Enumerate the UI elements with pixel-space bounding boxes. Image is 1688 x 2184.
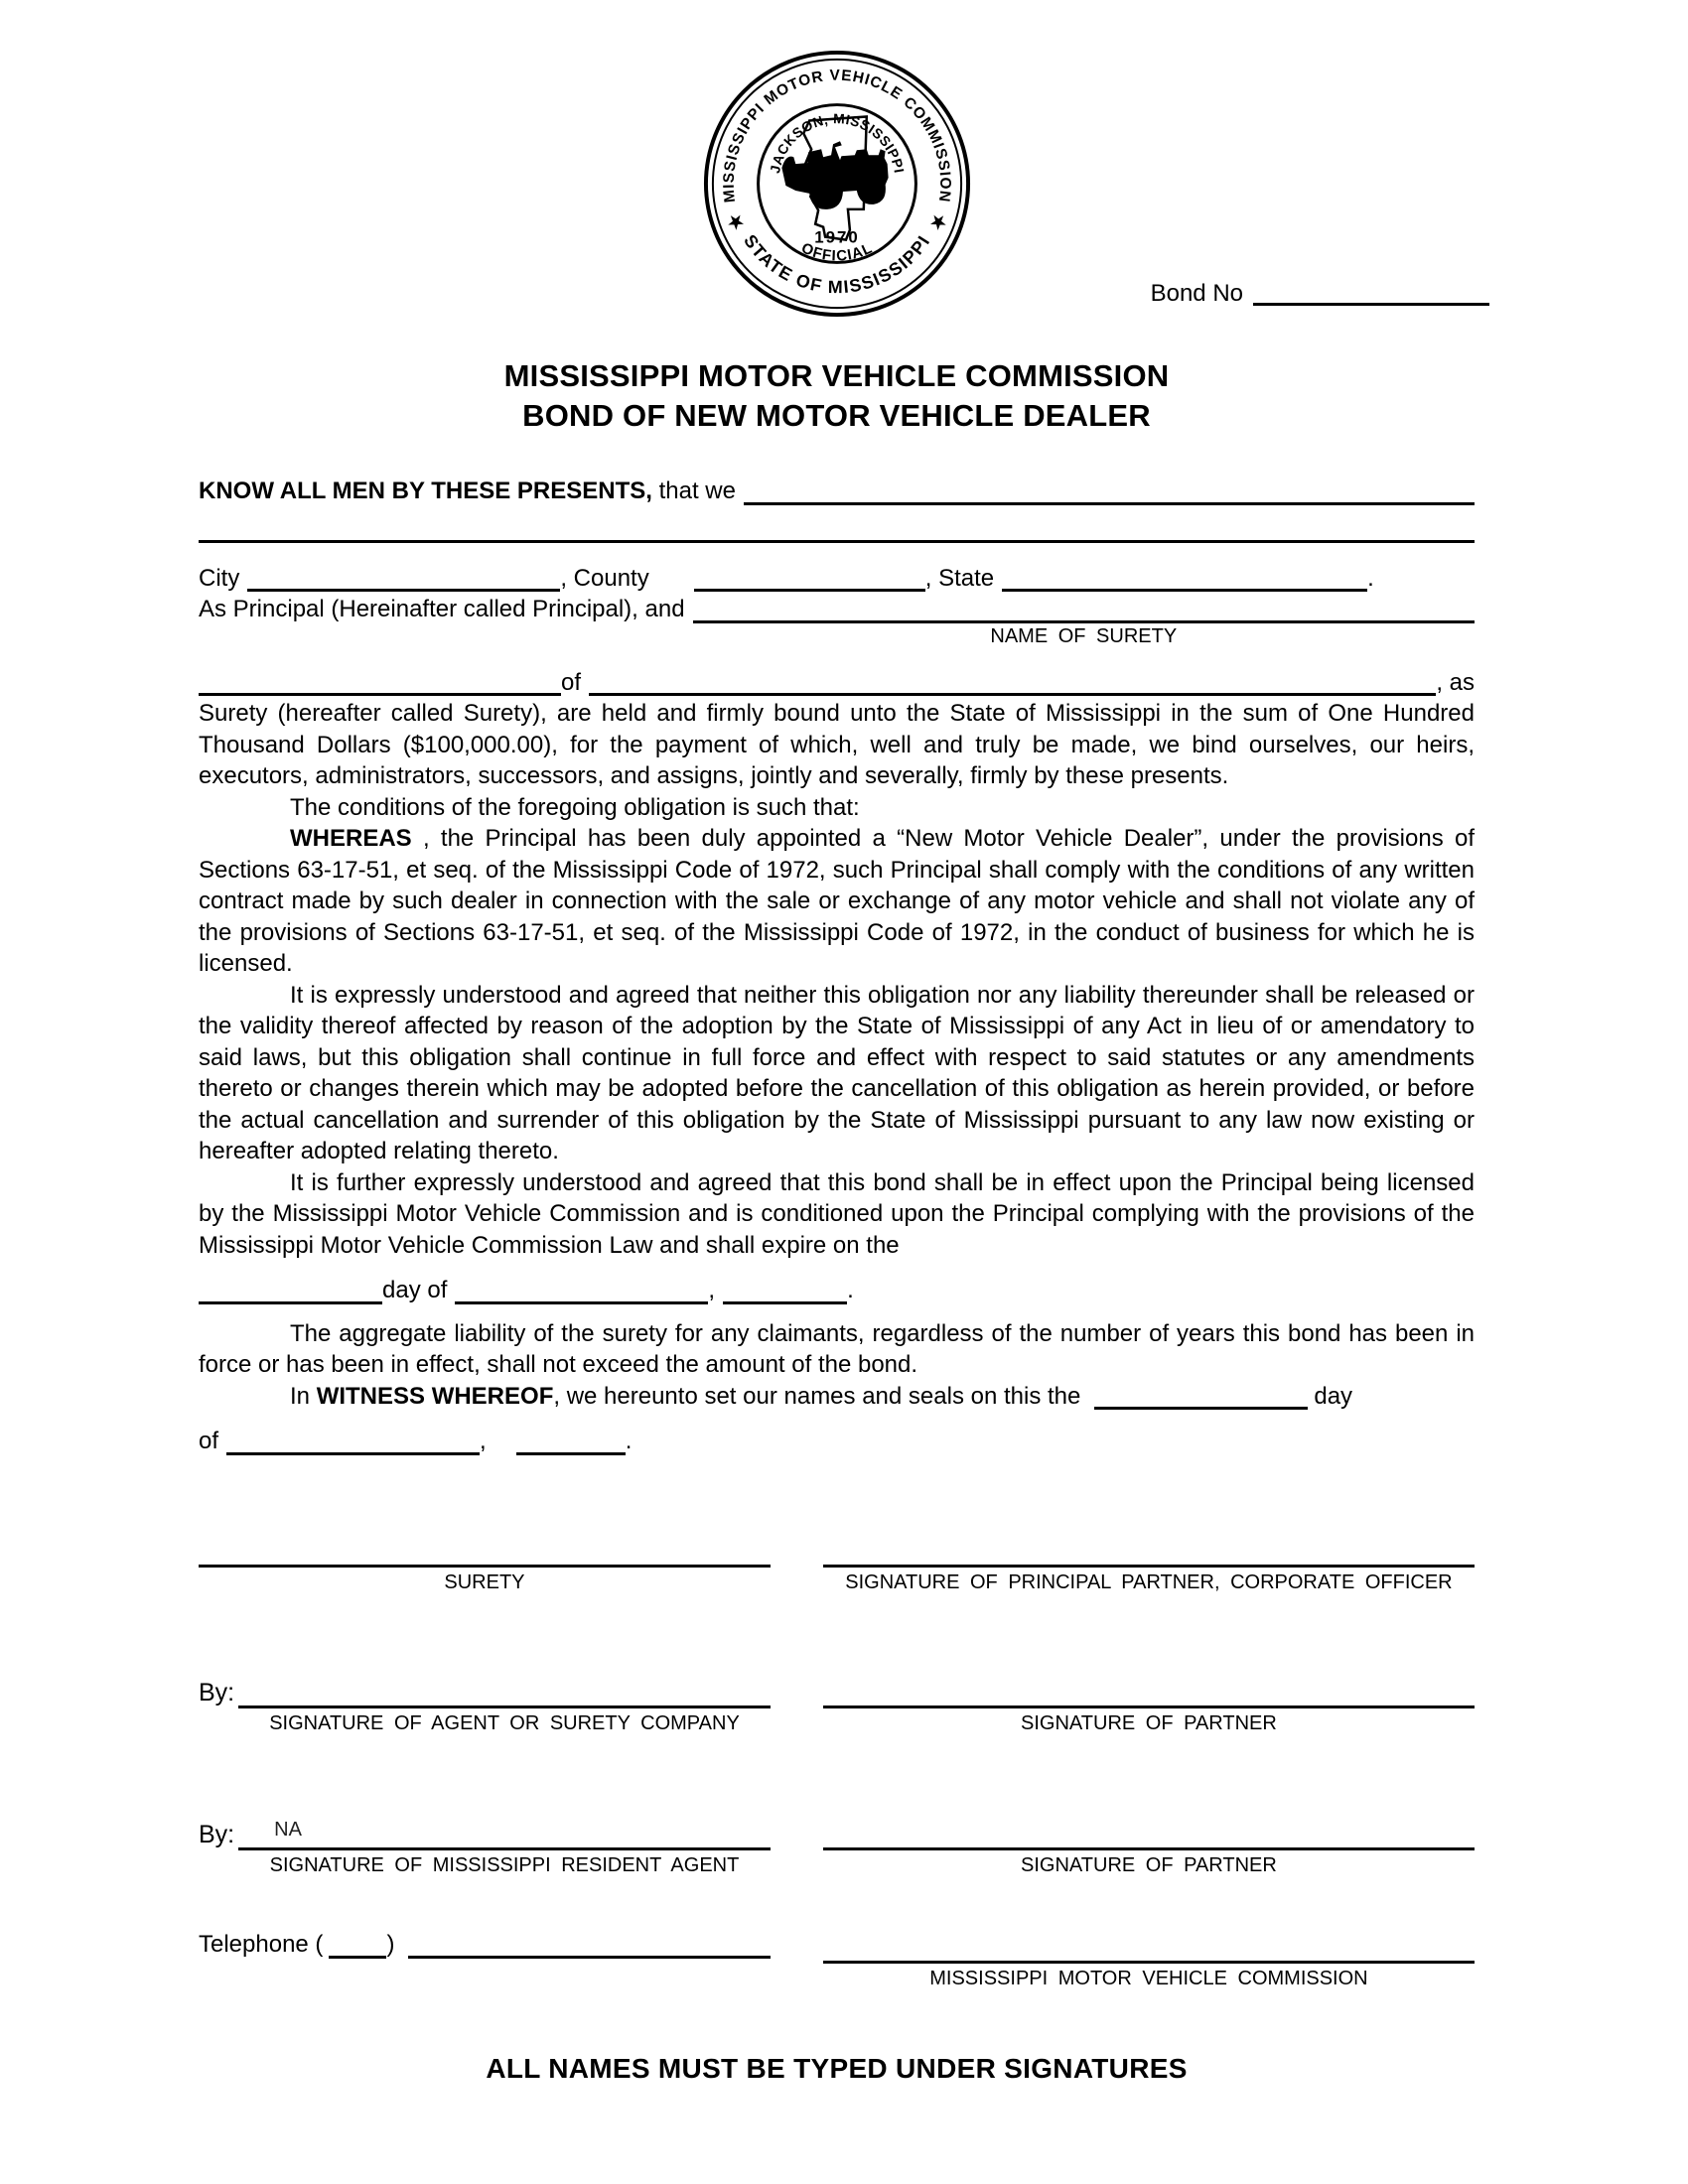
state-label: , State (924, 564, 995, 592)
seal-outer-top-text: MISSISSIPPI MOTOR VEHICLE COMMISSION (720, 67, 953, 205)
surety-name-field[interactable] (693, 620, 1475, 647)
agent-signature-caption: SIGNATURE OF AGENT OR SURETY COMPANY (269, 1711, 740, 1734)
by-label-resident-agent: By: (199, 1820, 235, 1848)
expire-period: . (847, 1277, 854, 1303)
seal-star-left-icon: ★ (723, 210, 748, 233)
commission-seal (699, 0, 975, 327)
seal-star-right-icon: ★ (925, 210, 950, 233)
witness-whereof-row: In WITNESS WHEREOF, we hereunto set our names and seals on this the day (199, 1381, 1475, 1413)
telephone-close-paren: ) (386, 1931, 395, 1958)
principal-officer-caption: SIGNATURE OF PRINCIPAL PARTNER, CORPORATE OFFICER (845, 1570, 1453, 1593)
expiration-date-row (199, 1275, 1475, 1306)
paragraph-expressly-understood: It is expressly understood and agreed that neither this obligation nor any liability thereunder shall be released or the validity thereof affected by reason of the adoption by the State of Mississippi of any Act in lieu of or amendatory to said laws, but this obligation shall continue in full force and effect with respect to said statutes or any amendments thereto or changes therein which may be adopted before the cancellation of this obligation as herein provided, or before the actual cancellation and surrender of this obligation by the State of Mississippi pursuant to any law now existing or hereafter adopted relating thereto. (199, 981, 1475, 1164)
principal-officer-signature-line[interactable] (823, 1531, 1475, 1568)
expire-day-of-label: day of (382, 1277, 448, 1303)
seal-inner-top-text: JACKSON, MISSISSIPPI (766, 110, 908, 175)
witness-day-label: day (1314, 1382, 1353, 1410)
surety-type-field[interactable] (199, 693, 561, 696)
telephone-number-field[interactable] (408, 1956, 770, 1959)
whereas-label: WHEREAS (290, 825, 412, 852)
expire-month-field[interactable] (455, 1301, 708, 1304)
by-label-agent: By: (199, 1678, 235, 1706)
county-field[interactable] (694, 589, 925, 592)
as-label: , as (1436, 668, 1475, 696)
expire-comma: , (708, 1277, 716, 1303)
paragraph-surety-bound: Surety (hereafter called Surety), are held and firmly bound unto the State of Mississippi in the sum of One Hundred Thousand Dollars ($100,000.00), for the payment of which, well and truly be made, we bind ourselves, our heirs, executors, administrators, successors, and assigns, jointly and severally, firmly by these presents. (199, 700, 1475, 789)
county-label: , County (560, 564, 649, 592)
partner-signature-line-2[interactable] (823, 1814, 1475, 1850)
of-label: of (561, 668, 582, 696)
typed-names-notice: ALL NAMES MUST BE TYPED UNDER SIGNATURES (486, 2052, 1188, 2084)
page-title (199, 356, 1475, 436)
bond-no-label: Bond No (1150, 280, 1243, 307)
paragraph-aggregate-liability: The aggregate liability of the surety for any claimants, regardless of the number of years this bond has been in force or has been in effect, shall not exceed the amount of the bond. (199, 1319, 1475, 1378)
partner-caption-1: SIGNATURE OF PARTNER (1021, 1711, 1277, 1734)
city-label: City (199, 564, 240, 592)
paragraph-further-understood: It is further expressly understood and agreed that this bond shall be in effect upon the Principal being licensed by the Mississippi Motor Vehicle Commission and is conditioned upon the Principal complying with the provisions of the Mississippi Motor Vehicle Commission Law and shall expire on the (199, 1168, 1475, 1259)
paragraph-whereas: WHEREAS , the Principal has been duly appointed a “New Motor Vehicle Dealer”, under the provisions of Sections 63-17-51, et seq. of the Mississippi Code of 1972, such Principal shall comply with the conditions of any written contract made by such dealer in connection with the sale or exchange of any motor vehicle and shall not violate any of the provisions of Sections 63-17-51, et seq. of the Mississippi Code of 1972, in the conduct of business for which he is licensed. (199, 825, 1475, 977)
city-field[interactable] (247, 589, 560, 592)
as-principal-label: As Principal (Hereinafter called Principal), and (199, 596, 685, 622)
witness-date-row (199, 1426, 1475, 1457)
resident-agent-caption: SIGNATURE OF MISSISSIPPI RESIDENT AGENT (269, 1853, 740, 1876)
name-of-surety-caption: NAME OF SURETY (990, 624, 1178, 647)
partner-signature-line-1[interactable] (823, 1672, 1475, 1708)
resident-agent-signature-line[interactable] (238, 1814, 771, 1850)
resident-agent-signature-value: NA (274, 1819, 302, 1841)
that-we-label: that we (651, 478, 736, 504)
know-all-men-row (199, 476, 1475, 507)
signature-section (199, 1531, 1475, 1991)
city-county-state-row (199, 563, 1475, 595)
state-field[interactable] (1002, 589, 1367, 592)
witness-of-label: of (199, 1428, 219, 1454)
witness-comma: , (480, 1428, 487, 1454)
telephone-area-code-field[interactable] (329, 1956, 386, 1959)
agent-signature-line[interactable] (238, 1672, 771, 1708)
as-principal-row (199, 594, 1475, 647)
bond-no-row (1151, 280, 1489, 308)
commission-caption: MISSISSIPPI MOTOR VEHICLE COMMISSION (929, 1967, 1368, 1989)
principal-name-field[interactable] (744, 502, 1475, 505)
title-line-1: MISSISSIPPI MOTOR VEHICLE COMMISSION (503, 358, 1170, 393)
title-line-2: BOND OF NEW MOTOR VEHICLE DEALER (522, 398, 1151, 433)
know-all-men-label: KNOW ALL MEN BY THESE PRESENTS, (199, 478, 652, 504)
surety-signature-line[interactable] (199, 1531, 771, 1568)
witness-day-field[interactable] (1094, 1407, 1308, 1410)
witness-year-field[interactable] (516, 1452, 626, 1455)
state-period: . (1367, 564, 1374, 592)
seal-outer-bottom-text: STATE OF MISSISSIPPI (739, 230, 934, 298)
commission-signature-line[interactable] (823, 1927, 1475, 1964)
surety-of-row (199, 667, 1475, 699)
seal-year-text: 1970 (813, 227, 860, 247)
bond-no-field[interactable] (1253, 303, 1489, 306)
principal-name-continuation-field[interactable] (199, 540, 1475, 543)
telephone-row (199, 1929, 771, 1961)
partner-caption-2: SIGNATURE OF PARTNER (1021, 1853, 1277, 1876)
seal-official-text: OFFICIAL (797, 240, 876, 265)
telephone-label: Telephone ( (199, 1931, 324, 1958)
expire-year-field[interactable] (723, 1301, 847, 1304)
paragraph-conditions: The conditions of the foregoing obligation is such that: (290, 793, 860, 821)
witness-month-field[interactable] (226, 1452, 480, 1455)
antique-car-icon (781, 141, 888, 209)
expire-day-field[interactable] (199, 1301, 382, 1304)
witness-period: . (625, 1428, 633, 1454)
witness-whereof-label: WITNESS WHEREOF (316, 1382, 554, 1410)
surety-signature-caption: SURETY (444, 1570, 525, 1593)
seal-icon (699, 46, 975, 322)
surety-location-field[interactable] (589, 693, 1436, 696)
